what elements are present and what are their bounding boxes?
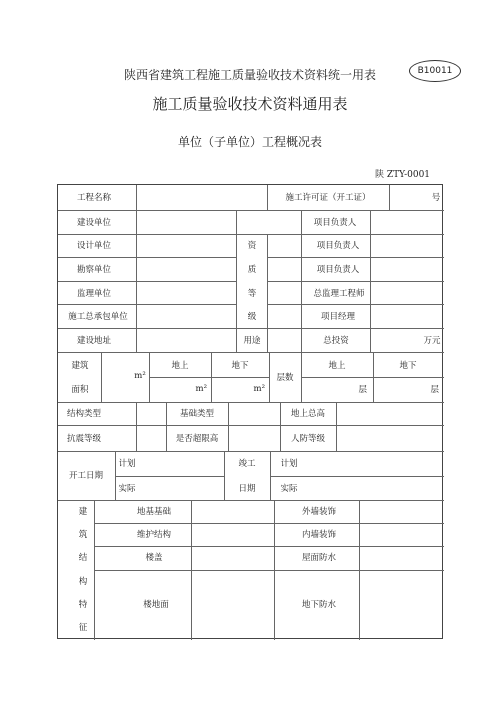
col-divider: [267, 234, 268, 352]
col-divider: [228, 402, 229, 451]
col-divider: [236, 210, 237, 352]
label-general-contractor: 施工总承包单位: [68, 312, 128, 322]
table-title: 单位（子单位）工程概况表: [177, 135, 322, 149]
series-title: 陕西省建筑工程施工质量验收技术资料统一用表: [123, 68, 376, 82]
label-completion-actual: 实际: [280, 484, 298, 494]
row-divider: [267, 281, 444, 282]
row-divider: [58, 210, 444, 211]
label-floors-above-ground: 地上: [328, 361, 346, 371]
label-building-area: 面积: [71, 385, 89, 395]
label-start-date: 开工日期: [68, 471, 104, 481]
label-survey-unit: 勘察单位: [76, 265, 112, 275]
row-divider: [267, 257, 444, 258]
label-qualification-char: 级: [247, 312, 257, 322]
label-usage: 用途: [243, 336, 261, 346]
col-divider: [301, 234, 302, 352]
col-divider: [224, 451, 225, 500]
col-divider: [101, 352, 102, 402]
label-construction-permit: 施工许可证（开工证）: [285, 193, 371, 203]
label-survey-lead: 项目负责人: [316, 265, 360, 275]
col-divider: [269, 352, 270, 402]
label-design-unit: 设计单位: [76, 241, 112, 251]
label-site-address: 建设地址: [76, 336, 112, 346]
col-divider: [191, 500, 192, 640]
col-divider: [370, 234, 371, 328]
label-exterior-finish: 外墙装饰: [301, 507, 337, 517]
col-divider: [267, 185, 268, 210]
label-total-height: 地上总高: [290, 409, 326, 419]
col-divider: [274, 500, 275, 640]
col-divider: [94, 500, 95, 640]
row-divider: [58, 500, 444, 501]
col-divider: [136, 185, 137, 352]
col-divider: [336, 402, 337, 451]
col-divider: [149, 352, 150, 402]
row-divider: [149, 377, 269, 378]
row-divider: [58, 304, 236, 305]
label-floors-below-ground: 地下: [399, 361, 417, 371]
project-overview-table: [57, 184, 443, 639]
label-completion-planned: 计划: [280, 459, 298, 469]
label-supervision-unit: 监理单位: [76, 289, 112, 299]
unit-floors: 层: [430, 385, 439, 395]
label-construction-unit: 建设单位: [76, 218, 112, 228]
row-divider: [94, 546, 444, 547]
label-basement-waterproof: 地下防水: [301, 600, 337, 610]
col-divider: [370, 328, 371, 352]
unit-square-meter: m²: [134, 371, 146, 381]
label-qualification-char: 等: [247, 289, 257, 299]
label-design-lead: 项目负责人: [316, 241, 360, 251]
col-divider: [280, 402, 281, 451]
label-interior-finish: 内墙装饰: [301, 530, 337, 540]
label-floor-slab: 楼盖: [145, 553, 163, 563]
label-structure-feature-char: 构: [78, 577, 88, 587]
row-divider: [58, 328, 444, 329]
label-start-actual: 实际: [118, 484, 136, 494]
row-divider: [58, 281, 236, 282]
col-divider: [301, 210, 302, 234]
label-ten-thousand-yuan: 万元: [423, 336, 441, 346]
row-divider: [94, 570, 444, 571]
row-divider: [267, 304, 444, 305]
row-divider: [270, 476, 444, 477]
row-divider: [58, 234, 444, 235]
label-project-lead: 项目负责人: [313, 218, 357, 228]
form-title: 施工质量验收技术资料通用表: [152, 95, 348, 113]
label-foundation-type: 基础类型: [179, 409, 215, 419]
label-floor-ground: 楼地面: [143, 600, 169, 610]
col-divider: [211, 352, 212, 402]
label-completion-date: 竣工: [238, 459, 256, 469]
label-envelope: 维护结构: [136, 530, 172, 540]
col-divider: [373, 352, 374, 402]
label-structure-feature-char: 特: [78, 600, 88, 610]
label-structure-feature-char: 建: [78, 507, 88, 517]
col-divider: [115, 451, 116, 500]
col-divider: [370, 210, 371, 234]
row-divider: [115, 476, 224, 477]
label-area-above-ground: 地上: [171, 361, 189, 371]
form-code: 陕 ZTY-0001: [375, 170, 431, 180]
label-start-planned: 计划: [118, 459, 136, 469]
col-divider: [166, 402, 167, 451]
label-area-below-ground: 地下: [231, 361, 249, 371]
row-divider: [94, 523, 444, 524]
form-id-badge: B10011: [409, 60, 461, 82]
label-floors: 层数: [276, 373, 294, 383]
label-over-height-limit: 是否超限高: [175, 434, 219, 444]
unit-square-meter: m²: [195, 384, 207, 394]
label-structure-feature-char: 结: [78, 553, 88, 563]
label-roof-waterproof: 屋面防水: [301, 553, 337, 563]
col-divider: [389, 185, 390, 210]
label-completion-date: 日期: [238, 484, 256, 494]
col-divider: [270, 451, 271, 500]
label-qualification-char: 资: [247, 241, 257, 251]
col-divider: [136, 402, 137, 451]
label-qualification-char: 质: [247, 265, 257, 275]
label-total-investment: 总投资: [323, 336, 349, 346]
col-divider: [301, 352, 302, 402]
unit-floors: 层: [358, 385, 367, 395]
label-structure-type: 结构类型: [66, 409, 102, 419]
label-permit-number-suffix: 号: [431, 193, 441, 203]
col-divider: [359, 500, 360, 640]
row-divider: [58, 425, 444, 426]
label-chief-supervisor: 总监理工程师: [313, 289, 365, 299]
unit-square-meter: m²: [253, 384, 265, 394]
label-civil-defense-grade: 人防等级: [290, 434, 326, 444]
label-foundation: 地基基础: [136, 507, 172, 517]
row-divider: [58, 352, 444, 353]
row-divider: [58, 257, 236, 258]
label-project-name: 工程名称: [76, 193, 112, 203]
row-divider: [58, 402, 444, 403]
label-building-area: 建筑: [71, 361, 89, 371]
label-structure-feature-char: 征: [78, 623, 88, 633]
label-project-manager: 项目经理: [320, 312, 356, 322]
label-seismic-grade: 抗震等级: [66, 434, 102, 444]
label-structure-feature-char: 筑: [78, 530, 88, 540]
